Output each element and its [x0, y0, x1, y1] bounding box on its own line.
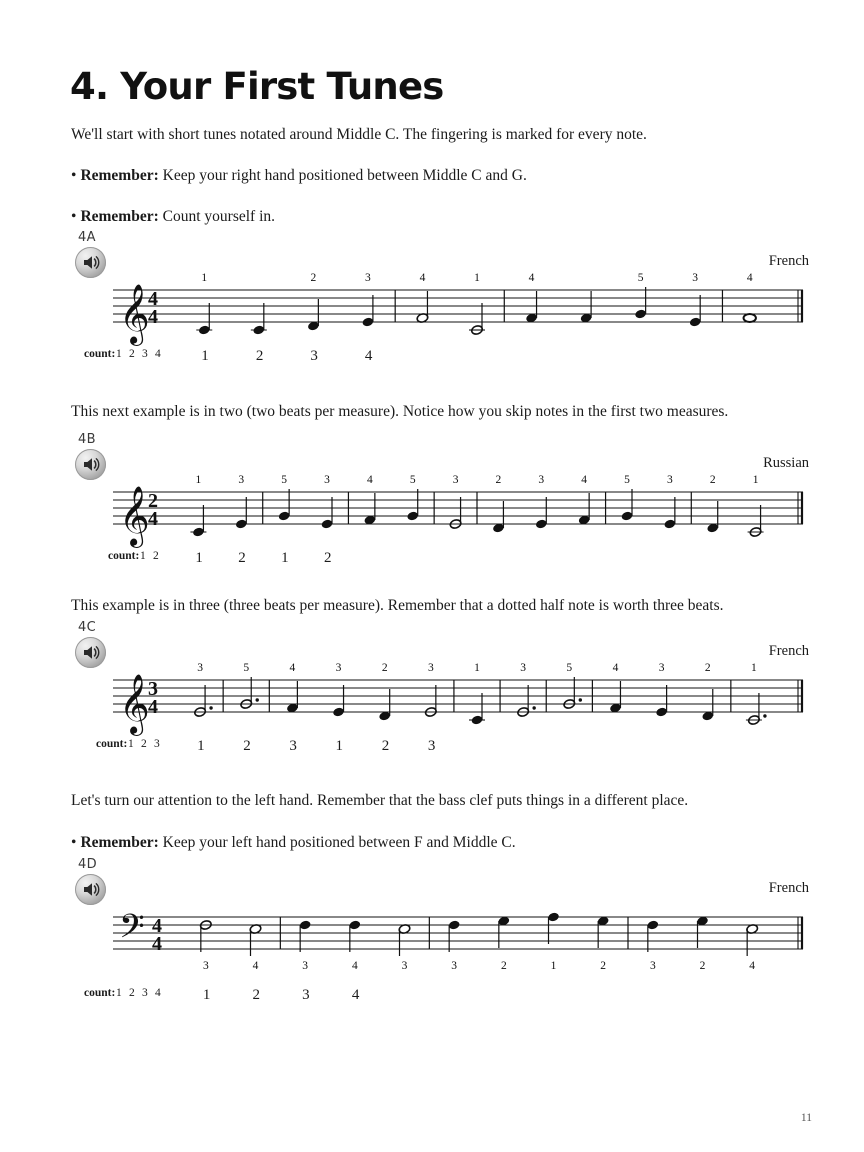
pickup-count: 3	[142, 348, 148, 360]
music-staff	[0, 658, 864, 744]
pickup-count: 2	[141, 738, 147, 750]
svg-text:4: 4	[152, 915, 162, 937]
svg-text:4: 4	[148, 288, 158, 310]
svg-text:3: 3	[302, 960, 309, 972]
svg-text:3: 3	[692, 272, 699, 284]
beat-count: 4	[351, 987, 360, 1003]
svg-text:5: 5	[243, 662, 250, 674]
svg-text:1: 1	[474, 272, 480, 284]
beat-count: 1	[202, 987, 211, 1003]
svg-text:3: 3	[666, 474, 673, 486]
svg-text:3: 3	[401, 960, 408, 972]
paragraph-before-4b: This next example is in two (two beats per measure). Notice how you skip notes in the first two measures.	[71, 402, 729, 420]
svg-text:4: 4	[148, 508, 158, 530]
example-label-4a: 4A	[78, 230, 96, 245]
page-title-number: 4.	[70, 64, 109, 108]
beat-count: 2	[324, 550, 332, 566]
bullet-remember-count-in	[71, 208, 275, 226]
svg-text:2: 2	[699, 960, 706, 972]
pickup-count: 2	[153, 550, 159, 562]
beat-count: 1	[195, 550, 203, 566]
beat-count: 3	[427, 738, 436, 754]
svg-text:4: 4	[581, 474, 588, 486]
pickup-count: 4	[155, 348, 161, 360]
svg-text:3: 3	[324, 474, 330, 486]
beat-count: 3	[310, 348, 318, 364]
svg-text:1: 1	[752, 474, 759, 486]
svg-text:4: 4	[366, 474, 373, 486]
beat-count: 2	[381, 738, 390, 754]
svg-text:4: 4	[148, 696, 158, 718]
bullet-remember-right-hand	[71, 167, 527, 185]
example-label-4b: 4B	[78, 432, 96, 447]
pickup-count: 3	[142, 987, 148, 999]
beat-count: 2	[238, 550, 246, 566]
svg-text:5: 5	[566, 662, 573, 674]
bullet-text: Keep your right hand positioned between Middle C and G.	[158, 166, 527, 184]
count-label: count:	[96, 738, 128, 750]
intro-paragraph: We'll start with short tunes notated around Middle C. The fingering is marked for every note.	[71, 125, 647, 143]
svg-text:1: 1	[550, 960, 557, 972]
bullet-marker: •	[71, 833, 77, 851]
svg-text:5: 5	[281, 474, 288, 486]
svg-text:5: 5	[409, 474, 416, 486]
music-staff	[0, 470, 864, 556]
svg-text:3: 3	[538, 474, 545, 486]
bullet-remember-left-hand	[71, 834, 516, 852]
svg-text:5: 5	[637, 272, 644, 284]
svg-text:2: 2	[148, 490, 158, 512]
bullet-marker: •	[71, 166, 77, 184]
beat-count: 1	[201, 348, 209, 364]
bullet-text: Keep your left hand positioned between F and Middle C.	[158, 833, 516, 851]
svg-text:3: 3	[202, 960, 209, 972]
beat-count: 3	[289, 738, 297, 754]
svg-text:2: 2	[704, 662, 711, 674]
svg-text:3: 3	[658, 662, 665, 674]
beat-count: 1	[197, 738, 205, 754]
page-title-text: Your First Tunes	[120, 64, 444, 108]
svg-text:1: 1	[474, 662, 480, 674]
svg-text:3: 3	[197, 662, 203, 674]
example-attribution: Russian	[763, 455, 809, 471]
svg-text:4: 4	[746, 272, 753, 284]
beat-count: 2	[243, 738, 251, 754]
svg-text:4: 4	[749, 960, 756, 972]
svg-text:𝄞: 𝄞	[119, 284, 150, 344]
svg-text:3: 3	[427, 662, 434, 674]
svg-text:3: 3	[335, 662, 342, 674]
svg-text:𝄞: 𝄞	[119, 674, 150, 734]
svg-text:4: 4	[252, 960, 259, 972]
page-title	[70, 65, 443, 108]
svg-text:3: 3	[452, 474, 459, 486]
beat-count: 1	[335, 738, 344, 754]
svg-text:2: 2	[381, 662, 388, 674]
bullet-strong: Remember:	[80, 166, 159, 184]
svg-text:𝄢: 𝄢	[119, 908, 145, 954]
paragraph-before-4d: Let's turn our attention to the left hand. Remember that the bass clef puts things in a different place.	[71, 791, 689, 809]
svg-text:4: 4	[528, 272, 535, 284]
svg-text:2: 2	[709, 474, 716, 486]
bullet-strong: Remember:	[80, 207, 159, 225]
count-label: count:	[84, 987, 116, 999]
pickup-count: 4	[155, 987, 161, 999]
svg-text:5: 5	[624, 474, 630, 486]
svg-text:2: 2	[310, 272, 317, 284]
paragraph-before-4c: This example is in three (three beats per measure). Remember that a dotted half note is worth three beats.	[71, 596, 724, 614]
bullet-text: Count yourself in.	[158, 207, 276, 225]
svg-text:1: 1	[751, 662, 757, 674]
music-staff	[0, 268, 864, 354]
beat-count: 4	[364, 348, 373, 364]
count-label: count:	[108, 550, 140, 562]
svg-text:4: 4	[419, 272, 426, 284]
page-number: 11	[800, 1112, 812, 1124]
svg-text:3: 3	[365, 272, 371, 284]
svg-text:4: 4	[148, 306, 158, 328]
example-attribution: French	[768, 880, 809, 896]
pickup-count: 1	[140, 550, 146, 562]
svg-text:3: 3	[451, 960, 458, 972]
example-attribution: French	[768, 643, 809, 659]
example-label-4c: 4C	[78, 620, 97, 635]
svg-text:4: 4	[289, 662, 296, 674]
pickup-count: 2	[129, 348, 135, 360]
pickup-count: 1	[128, 738, 134, 750]
beat-count: 3	[302, 987, 310, 1003]
example-label-4d: 4D	[78, 857, 98, 872]
svg-text:1: 1	[195, 474, 202, 486]
bullet-marker: •	[71, 207, 77, 225]
svg-text:𝄞: 𝄞	[119, 486, 150, 546]
pickup-count: 1	[116, 987, 122, 999]
svg-text:2: 2	[500, 960, 507, 972]
svg-text:4: 4	[152, 933, 162, 955]
count-label: count:	[84, 348, 116, 360]
pickup-count: 2	[129, 987, 135, 999]
beat-count: 1	[281, 550, 289, 566]
svg-text:3: 3	[649, 960, 656, 972]
pickup-count: 1	[116, 348, 122, 360]
svg-text:3: 3	[238, 474, 245, 486]
music-staff	[0, 895, 864, 981]
svg-text:2: 2	[495, 474, 502, 486]
beat-count: 2	[252, 987, 260, 1003]
bullet-strong: Remember:	[80, 833, 159, 851]
svg-text:2: 2	[600, 960, 607, 972]
svg-text:3: 3	[520, 662, 527, 674]
beat-count: 2	[255, 348, 264, 364]
svg-text:4: 4	[351, 960, 358, 972]
svg-text:4: 4	[612, 662, 619, 674]
svg-text:3: 3	[148, 678, 158, 700]
svg-text:1: 1	[201, 272, 208, 284]
example-attribution: French	[768, 253, 809, 269]
pickup-count: 3	[154, 738, 160, 750]
